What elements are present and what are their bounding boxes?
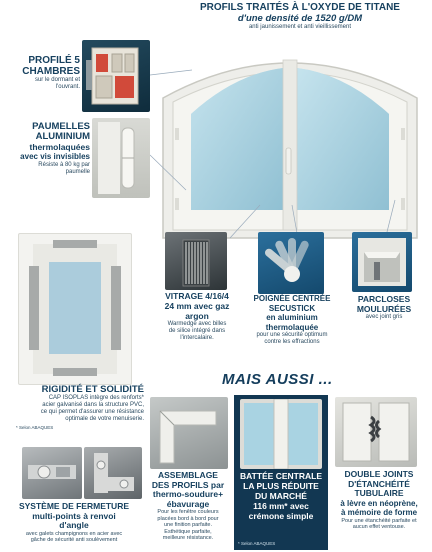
rigidite-desc-2: acier galvanisé dans la structure PVC, <box>42 402 144 408</box>
assemblage-block <box>143 471 233 542</box>
top-title: PROFILS TRAITÉS À L'OXYDE DE TITANE <box>200 2 400 13</box>
top-subtitle: d'une densité de 1520 g/DM <box>237 13 363 24</box>
rigidite-desc-1: CAP ISOPLAS intègre des renforts* <box>48 395 144 401</box>
poignee-line4: thermolaquée <box>265 322 319 332</box>
assemblage-line3: thermo-soudure+ <box>152 489 224 499</box>
paumelles-block <box>2 122 90 176</box>
fermeture-block <box>4 502 144 544</box>
vitrage-line2: 24 mm avec gaz <box>164 301 230 311</box>
poignee-desc-2: contre les effractions <box>264 339 320 345</box>
vitrage-desc-2: de silice intégré dans <box>168 328 226 334</box>
parcloses-line2: MOULURÉES <box>356 304 412 314</box>
assemblage-desc-3: une finition parfaite. <box>163 522 212 528</box>
joints-line3: TUBULAIRE <box>354 488 404 498</box>
profile-block <box>2 55 80 91</box>
battee-line4: 116 mm* avec <box>253 501 309 511</box>
poignee-line2: SECUSTICK <box>268 303 316 313</box>
assemblage-desc-1: Pour les fenêtre couleurs <box>157 509 219 515</box>
fermeture-line2: multi-points à renvoi <box>32 510 116 521</box>
glazing-bead-photo <box>352 232 412 292</box>
profile-desc-1: sur le dormant et <box>34 77 80 83</box>
profile-title-1: PROFILÉ 5 <box>28 55 80 66</box>
poignee-desc-1: pour une sécurité optimum <box>256 332 328 338</box>
battee-line2: LA PLUS RÉDUITE <box>243 481 319 491</box>
battee-panel <box>234 395 328 550</box>
vitrage-line3: argon <box>185 311 209 321</box>
assemblage-line1: ASSEMBLAGE <box>158 470 218 480</box>
paumelles-desc-1: Résiste à 80 kg par <box>38 162 90 168</box>
rigidite-source: * Selon ABAQUES <box>16 425 54 430</box>
battee-line1: BATTÉE CENTRALE <box>239 471 322 481</box>
vitrage-desc-3: l'intercalaire. <box>180 335 214 341</box>
parcloses-desc: avec joint gris <box>365 314 403 320</box>
joints-desc-1: Pour une étanchéité parfaite et <box>341 517 417 524</box>
central-rebate-photo <box>240 399 322 469</box>
glazing-photo <box>165 232 227 290</box>
profile-section-photo <box>82 40 150 112</box>
battee-source: * Selon ABAQUES <box>238 541 276 546</box>
battee-line5: crémone simple <box>248 511 314 521</box>
vitrage-line1: VITRAGE 4/16/4 <box>165 291 229 301</box>
assemblage-desc-5: meilleure résistance. <box>162 535 214 541</box>
poignee-block <box>242 294 342 346</box>
parcloses-block <box>342 294 426 321</box>
poignee-line3: en aluminium <box>266 313 318 322</box>
assemblage-desc-2: placées bord à bord pour <box>157 515 219 522</box>
profile-title-2: CHAMBRES <box>22 66 80 77</box>
vitrage-desc-1: Warmedge avec billes <box>167 321 227 327</box>
handle-photo <box>258 232 324 294</box>
locking-photo-2 <box>84 447 142 499</box>
joints-line4: à lèvre en néoprène, <box>340 498 418 508</box>
hinge-photo <box>92 118 150 198</box>
reinforcement-photo <box>18 233 132 385</box>
joints-line1: DOUBLE JOINTS <box>344 469 414 479</box>
joints-line2: D'ÉTANCHÉITÉ <box>348 478 410 489</box>
assemblage-line2: DES PROFILS par <box>151 479 225 490</box>
assemblage-line4: ébavurage <box>166 498 210 509</box>
joints-line5: à mémoire de forme <box>340 508 418 517</box>
top-note: anti jaunissement et anti vieillissement <box>248 24 352 30</box>
paumelles-line3: thermolaquées <box>29 142 90 152</box>
parcloses-line1: PARCLOSES <box>357 294 411 304</box>
fermeture-desc-2: gâche de sécurité anti soulèvement <box>30 537 118 543</box>
assemblage-desc-4: Esthétique parfaite, <box>164 528 212 535</box>
paumelles-line4: avec vis invisibles <box>20 152 90 161</box>
mais-aussi-heading: MAIS AUSSI ... <box>222 371 333 388</box>
fermeture-line1: SYSTÈME DE FERMETURE <box>18 501 130 511</box>
welded-corner-photo <box>150 397 228 469</box>
paumelles-line1: PAUMELLES <box>32 121 90 132</box>
fermeture-line3: d'angle <box>59 520 89 530</box>
joints-desc-2: aucun effet ventouse. <box>352 524 406 530</box>
rigidite-block <box>14 384 144 423</box>
profile-desc-2: l'ouvrant. <box>55 84 80 90</box>
vitrage-block <box>152 291 242 342</box>
rigidite-desc-4: optimale de votre menuiserie. <box>65 416 144 422</box>
paumelles-desc-2: paumelle <box>65 169 90 175</box>
poignee-line1: POIGNÉE CENTRÉE <box>253 294 331 303</box>
seal-profile-photo <box>335 397 417 467</box>
locking-photo-1 <box>22 447 82 499</box>
rigidite-desc-3: ce qui permet d'assurer une résistance <box>40 409 144 415</box>
paumelles-line2: ALUMINIUM <box>35 131 90 142</box>
joints-block <box>330 470 428 531</box>
battee-line3: DU MARCHÉ <box>255 491 307 501</box>
battee-text <box>234 471 328 521</box>
fermeture-desc-1: avec galets champignons en acier avec <box>25 530 123 537</box>
rigidite-title: RIGIDITÉ ET SOLIDITÉ <box>41 384 144 395</box>
